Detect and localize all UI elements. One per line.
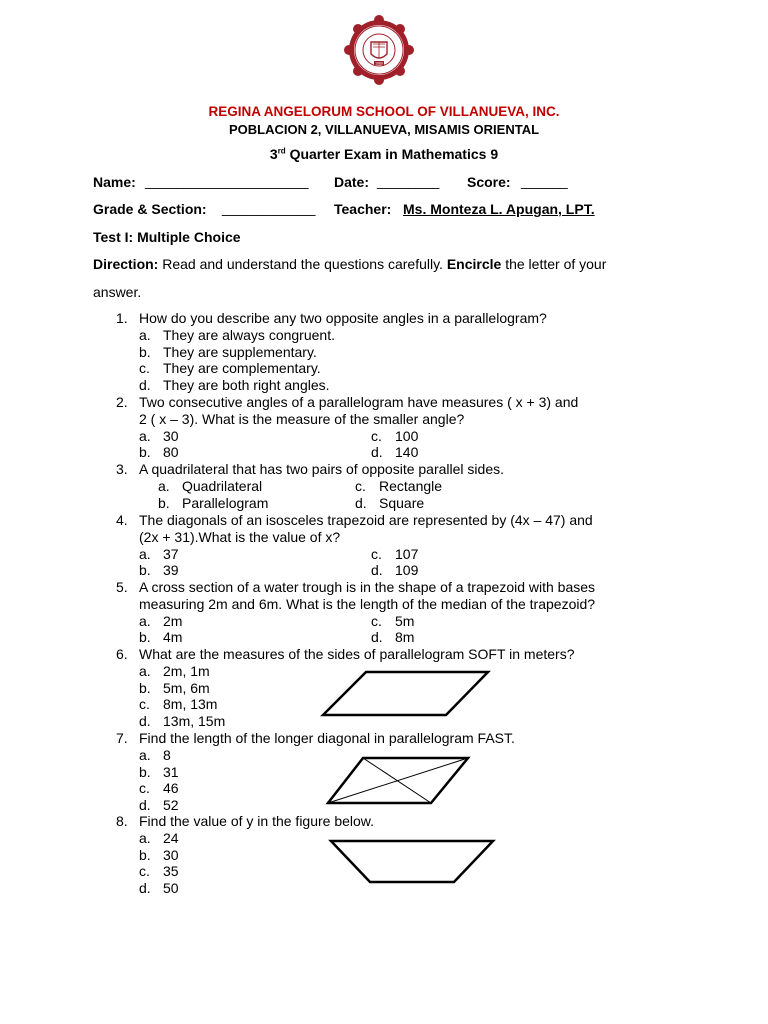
choice-text: Quadrilateral <box>182 477 263 494</box>
choice-letter: c. <box>139 863 150 880</box>
choice-letter: a. <box>139 545 151 562</box>
direction-line: Direction: Read and understand the questions carefully. Encircle the letter of your <box>93 256 607 272</box>
question-number: 2. <box>116 394 128 410</box>
choice-text: 24 <box>163 829 179 846</box>
choice-text: 4m <box>163 629 183 646</box>
choice-text: They are supplementary. <box>163 343 317 360</box>
choice-letter: a. <box>139 746 151 763</box>
question-text: Find the value of y in the figure below. <box>139 813 375 829</box>
choice-text: 39 <box>163 562 179 579</box>
question-text: (2x + 31).What is the value of x? <box>139 528 341 545</box>
direction-line-2: answer. <box>93 284 142 300</box>
school-seal-logo <box>338 14 420 86</box>
choice-text: 8 <box>163 746 171 763</box>
choice-text: 80 <box>163 444 179 461</box>
choice-letter: d. <box>139 880 151 897</box>
question-number: 4. <box>116 512 128 528</box>
choice-letter: a. <box>139 427 151 444</box>
question-number: 8. <box>116 813 128 829</box>
choice-text: They are complementary. <box>163 360 321 377</box>
choice-text: 30 <box>163 427 179 444</box>
score-label: Score: <box>467 174 511 190</box>
choice-letter: d. <box>371 629 383 646</box>
choice-text: 109 <box>395 562 419 579</box>
choice-text: 30 <box>163 846 179 863</box>
choice-text: 13m, 15m <box>163 713 226 730</box>
choice-letter: c. <box>371 545 382 562</box>
choice-letter: b. <box>139 679 151 696</box>
choice-letter: d. <box>139 713 151 730</box>
choice-text: 46 <box>163 780 179 797</box>
question-text: How do you describe any two opposite angles in a parallelogram? <box>139 310 547 326</box>
question-number: 6. <box>116 646 128 662</box>
question-text: What are the measures of the sides of parallelogram SOFT in meters? <box>139 646 575 662</box>
question-text: 2 ( x – 3). What is the measure of the smaller angle? <box>139 410 465 427</box>
choice-letter: b. <box>139 343 151 360</box>
choice-text: 2m <box>163 612 183 629</box>
date-label: Date: <box>334 174 370 190</box>
choice-letter: c. <box>355 477 366 494</box>
teacher-name: Ms. Monteza L. Apugan, LPT. <box>403 201 595 217</box>
choice-text: 5m <box>395 612 415 629</box>
choice-letter: a. <box>139 326 151 343</box>
choice-letter: d. <box>355 494 367 511</box>
question-text: The diagonals of an isosceles trapezoid are represented by (4x – 47) and <box>139 512 593 528</box>
choice-letter: b. <box>139 763 151 780</box>
choice-text: Square <box>379 494 425 511</box>
choice-text: 100 <box>395 427 419 444</box>
choice-text: Rectangle <box>379 477 443 494</box>
choice-text: 52 <box>163 797 179 814</box>
svg-text:1980: 1980 <box>375 61 383 66</box>
school-address: POBLACION 2, VILLANUEVA, MISAMIS ORIENTAL <box>228 122 540 137</box>
choice-letter: b. <box>139 444 151 461</box>
choice-text: They are both right angles. <box>163 377 330 394</box>
choice-letter: d. <box>371 562 383 579</box>
choice-letter: a. <box>158 477 170 494</box>
choice-letter: d. <box>371 444 383 461</box>
choice-letter: a. <box>139 829 151 846</box>
choice-text: 37 <box>163 545 179 562</box>
choice-letter: a. <box>139 662 151 679</box>
choice-letter: b. <box>139 846 151 863</box>
choice-text: 2m, 1m <box>163 662 210 679</box>
choice-text: 5m, 6m <box>163 679 210 696</box>
choice-letter: c. <box>139 360 150 377</box>
question-text: A quadrilateral that has two pairs of opposite parallel sides. <box>139 461 504 477</box>
choice-text: 140 <box>395 444 419 461</box>
choice-letter: c. <box>371 427 382 444</box>
choice-letter: d. <box>139 797 151 814</box>
school-name: REGINA ANGELORUM SCHOOL OF VILLANUEVA, INC. <box>208 104 560 119</box>
choice-letter: c. <box>139 696 150 713</box>
question-number: 1. <box>116 310 128 326</box>
question-text: measuring 2m and 6m. What is the length of the median of the trapezoid? <box>139 595 596 612</box>
parallelogram-soft-figure <box>320 670 492 718</box>
name-field[interactable]: _____________________ <box>145 173 309 189</box>
grade-section-label: Grade & Section: <box>93 201 207 217</box>
seal-icon <box>338 14 420 86</box>
choice-letter: d. <box>139 377 151 394</box>
question-number: 3. <box>116 461 128 477</box>
name-label: Name: <box>93 174 136 190</box>
question-text: A cross section of a water trough is in the shape of a trapezoid with bases <box>139 579 596 595</box>
choice-letter: c. <box>139 780 150 797</box>
choice-text: 8m <box>395 629 415 646</box>
score-field[interactable]: ______ <box>521 173 568 189</box>
choice-letter: b. <box>139 629 151 646</box>
choice-letter: c. <box>371 612 382 629</box>
choice-text: They are always congruent. <box>163 326 335 343</box>
question-number: 7. <box>116 730 128 746</box>
test-title: Test I: Multiple Choice <box>93 229 241 245</box>
date-field[interactable]: ________ <box>377 173 440 189</box>
choice-text: 107 <box>395 545 419 562</box>
teacher-label: Teacher: <box>334 201 392 217</box>
parallelogram-fast-figure <box>325 756 471 806</box>
question-text: Two consecutive angles of a parallelogram have measures ( x + 3) and <box>139 394 579 410</box>
question-text: Find the length of the longer diagonal in parallelogram FAST. <box>139 730 515 746</box>
exam-title: 3rd Quarter Exam in Mathematics 9 <box>269 146 499 162</box>
choice-text: 35 <box>163 863 179 880</box>
choice-letter: a. <box>139 612 151 629</box>
question-number: 5. <box>116 579 128 595</box>
choice-text: 50 <box>163 880 179 897</box>
choice-text: 8m, 13m <box>163 696 218 713</box>
choice-letter: b. <box>139 562 151 579</box>
choice-text: Parallelogram <box>182 494 269 511</box>
trapezoid-figure <box>328 838 496 886</box>
choice-letter: b. <box>158 494 170 511</box>
grade-section-field[interactable]: ____________ <box>222 200 316 216</box>
choice-text: 31 <box>163 763 179 780</box>
